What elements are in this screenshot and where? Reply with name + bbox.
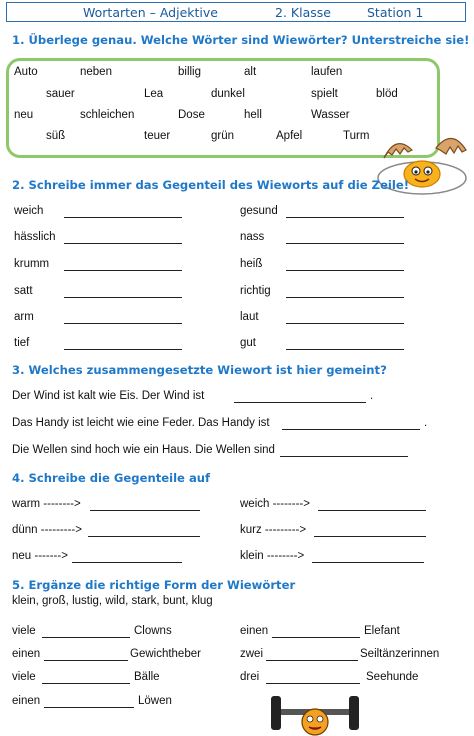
adjective-list: klein, groß, lustig, wild, stark, bunt, klug xyxy=(12,595,213,607)
answer-line[interactable] xyxy=(266,660,358,661)
answer-line[interactable] xyxy=(272,637,360,638)
answer-line[interactable] xyxy=(286,243,404,244)
task5-post: Seehunde xyxy=(366,671,419,683)
task5-pre: drei xyxy=(240,671,260,683)
header-title: Wortarten – Adjektive xyxy=(83,5,218,20)
answer-line[interactable] xyxy=(280,456,408,457)
word: grün xyxy=(211,130,235,142)
task5-post: Elefant xyxy=(364,625,400,637)
answer-line[interactable] xyxy=(64,217,182,218)
task5-post: Seiltänzerinnen xyxy=(360,648,440,660)
word: Apfel xyxy=(276,130,303,142)
task4-word: kurz ---------> xyxy=(240,524,307,536)
word: Turm xyxy=(343,130,370,142)
task4-word: neu -------> xyxy=(12,550,68,562)
answer-line[interactable] xyxy=(42,637,130,638)
sentence-end: . xyxy=(370,390,374,402)
answer-line[interactable] xyxy=(286,349,404,350)
word: schleichen xyxy=(80,109,135,121)
task2-word: laut xyxy=(240,311,259,323)
task3-sentence: Die Wellen sind hoch wie ein Haus. Die Wellen sind xyxy=(12,444,275,456)
task1-title: 1. Überlege genau. Welche Wörter sind Wiewörter? Unterstreiche sie! xyxy=(12,33,470,47)
word: dunkel xyxy=(211,88,245,100)
answer-line[interactable] xyxy=(318,510,426,511)
task5-title: 5. Ergänze die richtige Form der Wiewörter xyxy=(12,578,296,592)
task2-word: krumm xyxy=(14,258,50,270)
word: neben xyxy=(80,66,112,78)
task5-pre: einen xyxy=(240,625,269,637)
page-header xyxy=(6,2,466,22)
answer-line[interactable] xyxy=(64,270,182,271)
word: laufen xyxy=(311,66,343,78)
task4-word: weich --------> xyxy=(240,498,310,510)
task2-word: tief xyxy=(14,337,30,349)
answer-line[interactable] xyxy=(42,683,130,684)
answer-line[interactable] xyxy=(44,660,128,661)
answer-line[interactable] xyxy=(312,562,424,563)
word: billig xyxy=(178,66,202,78)
word: alt xyxy=(244,66,257,78)
task2-word: gesund xyxy=(240,205,278,217)
answer-line[interactable] xyxy=(44,707,134,708)
task5-post: Gewichtheber xyxy=(130,648,201,660)
answer-line[interactable] xyxy=(234,402,366,403)
answer-line[interactable] xyxy=(286,323,404,324)
task5-post: Clowns xyxy=(134,625,172,637)
task3-title: 3. Welches zusammengesetzte Wiewort ist hier gemeint? xyxy=(12,363,387,377)
task2-title: 2. Schreibe immer das Gegenteil des Wieworts auf die Zeile! xyxy=(12,178,410,192)
dumbbell-icon xyxy=(265,688,365,736)
word: blöd xyxy=(376,88,398,100)
word: sauer xyxy=(46,88,75,100)
task2-word: satt xyxy=(14,285,33,297)
answer-line[interactable] xyxy=(64,349,182,350)
answer-line[interactable] xyxy=(286,270,404,271)
task5-pre: einen xyxy=(12,695,41,707)
answer-line[interactable] xyxy=(314,536,426,537)
task4-title: 4. Schreibe die Gegenteile auf xyxy=(12,471,211,485)
task5-pre: viele xyxy=(12,671,36,683)
word: Lea xyxy=(144,88,164,100)
task3-sentence: Das Handy ist leicht wie eine Feder. Das Handy ist xyxy=(12,417,270,429)
task2-word: weich xyxy=(14,205,44,217)
answer-line[interactable] xyxy=(64,323,182,324)
word: Wasser xyxy=(311,109,350,121)
header-grade: 2. Klasse xyxy=(275,5,331,20)
task3-sentence: Der Wind ist kalt wie Eis. Der Wind ist xyxy=(12,390,205,402)
word: teuer xyxy=(144,130,171,142)
task4-word: klein --------> xyxy=(240,550,305,562)
word: hell xyxy=(244,109,262,121)
task2-word: gut xyxy=(240,337,256,349)
task5-pre: viele xyxy=(12,625,36,637)
sentence-end: . xyxy=(424,417,428,429)
header-station: Station 1 xyxy=(367,5,424,20)
task2-word: arm xyxy=(14,311,34,323)
answer-line[interactable] xyxy=(90,510,200,511)
answer-line[interactable] xyxy=(64,297,182,298)
task5-pre: einen xyxy=(12,648,41,660)
task4-word: warm --------> xyxy=(12,498,81,510)
word: süß xyxy=(46,130,66,142)
word: neu xyxy=(14,109,34,121)
answer-line[interactable] xyxy=(282,429,420,430)
word: spielt xyxy=(311,88,338,100)
task2-word: richtig xyxy=(240,285,271,297)
answer-line[interactable] xyxy=(72,562,182,563)
task2-word: heiß xyxy=(240,258,263,270)
answer-line[interactable] xyxy=(88,536,200,537)
task4-word: dünn ---------> xyxy=(12,524,82,536)
word: Dose xyxy=(178,109,205,121)
task5-post: Bälle xyxy=(134,671,160,683)
answer-line[interactable] xyxy=(64,243,182,244)
answer-line[interactable] xyxy=(286,217,404,218)
answer-line[interactable] xyxy=(286,297,404,298)
task5-pre: zwei xyxy=(240,648,264,660)
answer-line[interactable] xyxy=(266,683,360,684)
task5-post: Löwen xyxy=(138,695,172,707)
task2-word: hässlich xyxy=(14,231,56,243)
task2-word: nass xyxy=(240,231,265,243)
word: Auto xyxy=(14,66,38,78)
